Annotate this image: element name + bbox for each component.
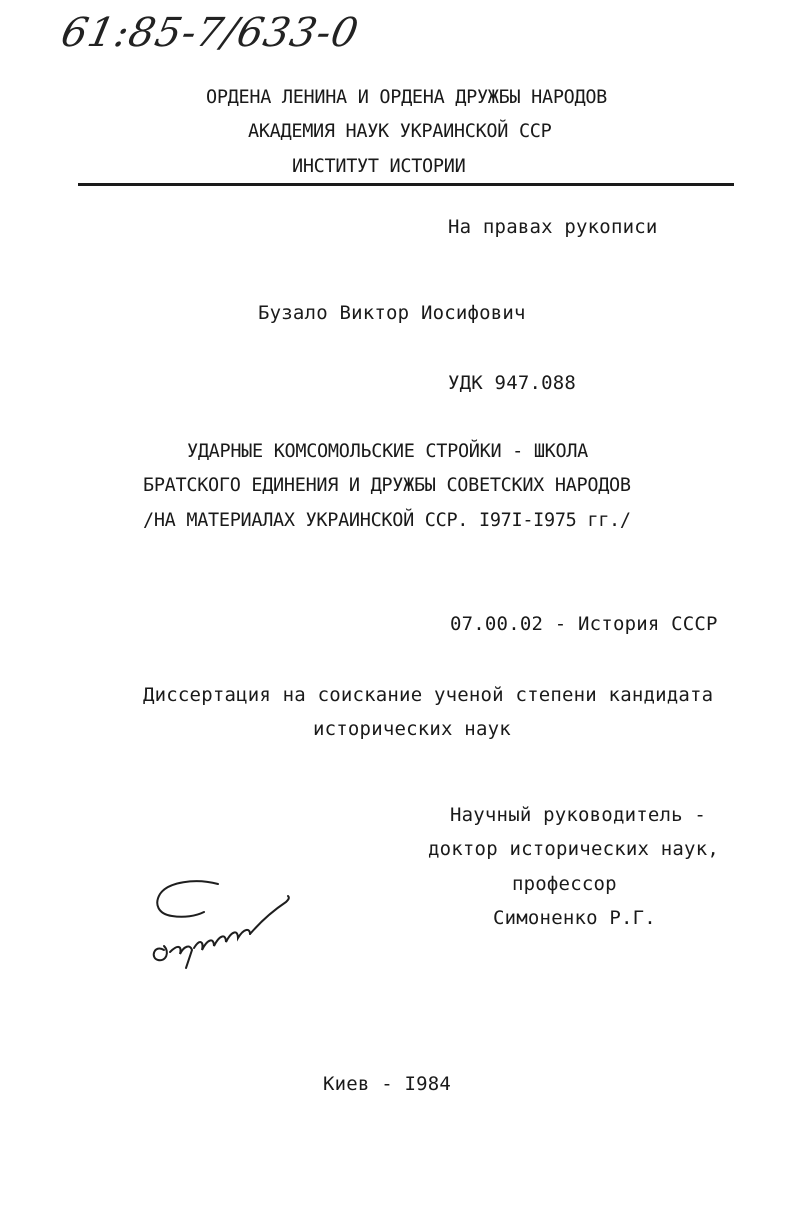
- supervisor-line-3: профессор: [512, 873, 617, 895]
- manuscript-note: На правах рукописи: [448, 216, 658, 238]
- title-line-1: УДАРНЫЕ КОМСОМОЛЬСКИЕ СТРОЙКИ - ШКОЛА: [187, 441, 589, 462]
- header-divider: [78, 183, 734, 186]
- place-and-year: Киев - I984: [323, 1073, 452, 1095]
- udk-code: УДК 947.088: [448, 372, 577, 394]
- dissertation-line-2: исторических наук: [313, 718, 511, 740]
- supervisor-line-2: доктор исторических наук,: [428, 838, 719, 860]
- header-line-3: ИНСТИТУТ ИСТОРИИ: [292, 156, 466, 177]
- title-line-2: БРАТСКОГО ЕДИНЕНИЯ И ДРУЖБЫ СОВЕТСКИХ НАРОДОВ: [143, 475, 631, 496]
- supervisor-line-4: Симоненко Р.Г.: [493, 907, 656, 929]
- header-line-1: ОРДЕНА ЛЕНИНА И ОРДЕНА ДРУЖБЫ НАРОДОВ: [206, 87, 608, 108]
- specialty-code: 07.00.02 - История СССР: [450, 613, 718, 635]
- handwritten-signature: [140, 872, 300, 972]
- supervisor-line-1: Научный руководитель -: [450, 804, 707, 826]
- title-line-3: /НА МАТЕРИАЛАХ УКРАИНСКОЙ ССР. I97I-I975 гг./: [143, 510, 631, 531]
- dissertation-line-1: Диссертация на соискание ученой степени кандидата: [143, 684, 714, 706]
- header-line-2: АКАДЕМИЯ НАУК УКРАИНСКОЙ ССР: [248, 121, 552, 142]
- archive-number: 61:85-7/633-0: [57, 10, 363, 56]
- author-name: Бузало Виктор Иосифович: [258, 302, 526, 324]
